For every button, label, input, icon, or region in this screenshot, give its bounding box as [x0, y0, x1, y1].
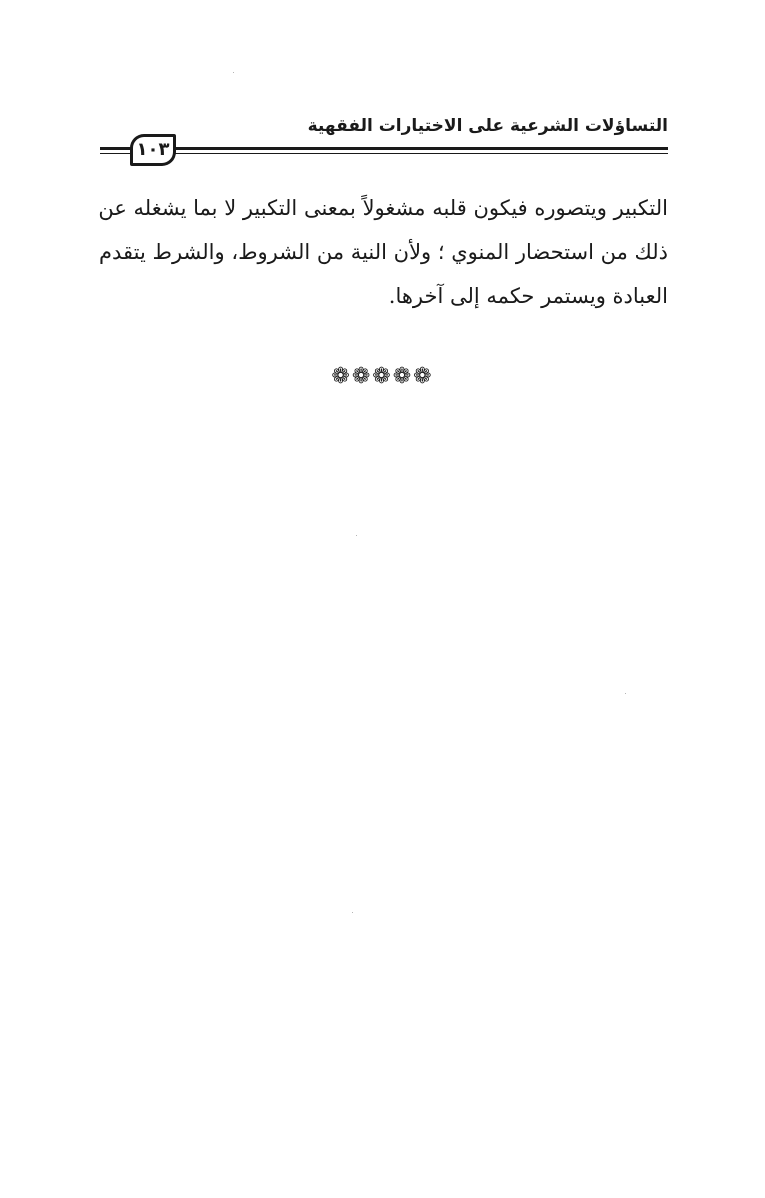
page-number: ١٠٣ — [130, 134, 176, 166]
text-line: التكبير ويتصوره فيكون قلبه مشغولاً بمعنى التكبير لا بما يشغله عن — [98, 196, 668, 220]
header-rule-thick — [100, 147, 668, 150]
body-paragraph — [100, 186, 668, 318]
page-header — [100, 112, 668, 172]
running-title: التساؤلات الشرعية على الاختيارات الفقهية — [307, 116, 668, 136]
text-line: العبادة ويستمر حكمه إلى آخرها. — [388, 284, 668, 308]
header-rule-thin — [100, 153, 668, 154]
flower-ornament-icon: ❁❁❁❁❁ — [331, 364, 434, 389]
text-line: ذلك من استحضار المنوي ؛ ولأن النية من الشروط، والشرط يتقدم — [99, 240, 668, 264]
